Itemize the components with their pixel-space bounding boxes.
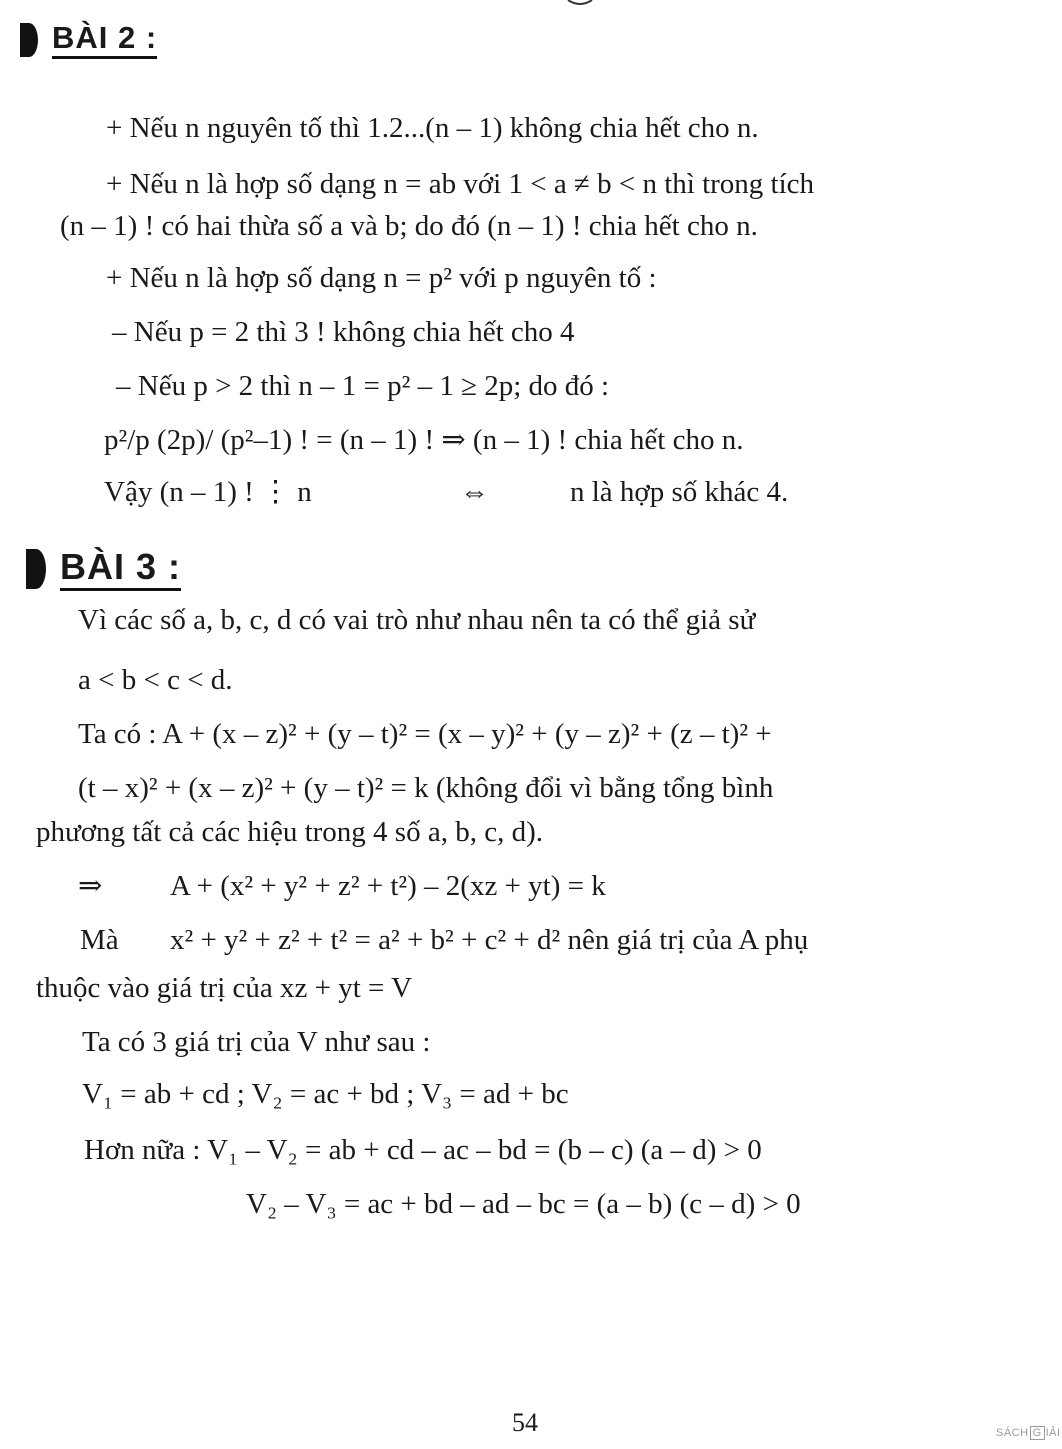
section-2-line-3: (n – 1) ! có hai thừa số a và b; do đó (n – 1) ! chia hết cho n. — [60, 210, 758, 242]
section-3-title: BÀI 3 : — [60, 546, 181, 591]
logo-text-left: SÁCH — [996, 1427, 1029, 1439]
section-3-line-11: Hơn nữa : V₁ – V₂ = ab + cd – ac – bd = (b – c) (a – d) > 0 — [84, 1134, 762, 1166]
section-3-line-4: (t – x)² + (x – z)² + (y – t)² = k (không đổi vì bằng tổng bình — [78, 772, 774, 804]
logo-text-right: IẢI — [1045, 1427, 1061, 1439]
sachgiai-logo — [996, 1426, 1061, 1440]
section-3-line-2: a < b < c < d. — [78, 664, 233, 696]
section-3-line-10: V₁ = ab + cd ; V₂ = ac + bd ; V₃ = ad + bc — [82, 1078, 569, 1110]
section-2-line-2: + Nếu n là hợp số dạng n = ab với 1 < a ≠ b < n thì trong tích — [106, 168, 815, 200]
section-2-line-6: – Nếu p > 2 thì n – 1 = p² – 1 ≥ 2p; do đó : — [116, 370, 610, 402]
equivalence-symbol: ⇔ — [460, 476, 489, 508]
section-3-line-12: V₂ – V₃ = ac + bd – ad – bc = (a – b) (c – d) > 0 — [246, 1188, 801, 1220]
implies-symbol: ⇒ — [78, 870, 103, 902]
section-2-line-5: – Nếu p = 2 thì 3 ! không chia hết cho 4 — [112, 316, 575, 348]
section-3-line-6: A + (x² + y² + z² + t²) – 2(xz + yt) = k — [170, 870, 606, 902]
section-2-line-9: n là hợp số khác 4. — [570, 476, 789, 508]
section-3-line-8: thuộc vào giá trị của xz + yt = V — [36, 972, 413, 1004]
section-2-line-8: Vậy (n – 1) ! ⋮ n — [104, 476, 312, 508]
logo-text-box: G — [1030, 1426, 1045, 1440]
section-2-line-4: + Nếu n là hợp số dạng n = p² với p nguyên tố : — [106, 262, 657, 294]
section-3-line-9: Ta có 3 giá trị của V như sau : — [82, 1026, 431, 1058]
section-2-line-1: + Nếu n nguyên tố thì 1.2...(n – 1) không chia hết cho n. — [106, 112, 759, 144]
section-3-line-5: phương tất cả các hiệu trong 4 số a, b, c, d). — [36, 816, 543, 848]
section-3-line-1: Vì các số a, b, c, d có vai trò như nhau nên ta có thể giả sử — [78, 604, 756, 636]
section-3-line-7-lead: Mà — [80, 924, 119, 956]
top-mark — [566, 0, 594, 6]
section-3-line-3: Ta có : A + (x – z)² + (y – t)² = (x – y)² + (y – z)² + (z – t)² + — [78, 718, 772, 750]
heading-bullet-icon — [20, 23, 38, 57]
section-2-title: BÀI 2 : — [52, 20, 157, 59]
section-3-line-7: x² + y² + z² + t² = a² + b² + c² + d² nên giá trị của A phụ — [170, 924, 809, 956]
section-2-line-7: p²/p (2p)/ (p²–1) ! = (n – 1) ! ⇒ (n – 1) ! chia hết cho n. — [104, 424, 744, 456]
page-number: 54 — [512, 1408, 538, 1437]
section-3-heading — [26, 546, 181, 591]
section-2-heading — [20, 20, 157, 59]
heading-bullet-icon — [26, 549, 46, 589]
